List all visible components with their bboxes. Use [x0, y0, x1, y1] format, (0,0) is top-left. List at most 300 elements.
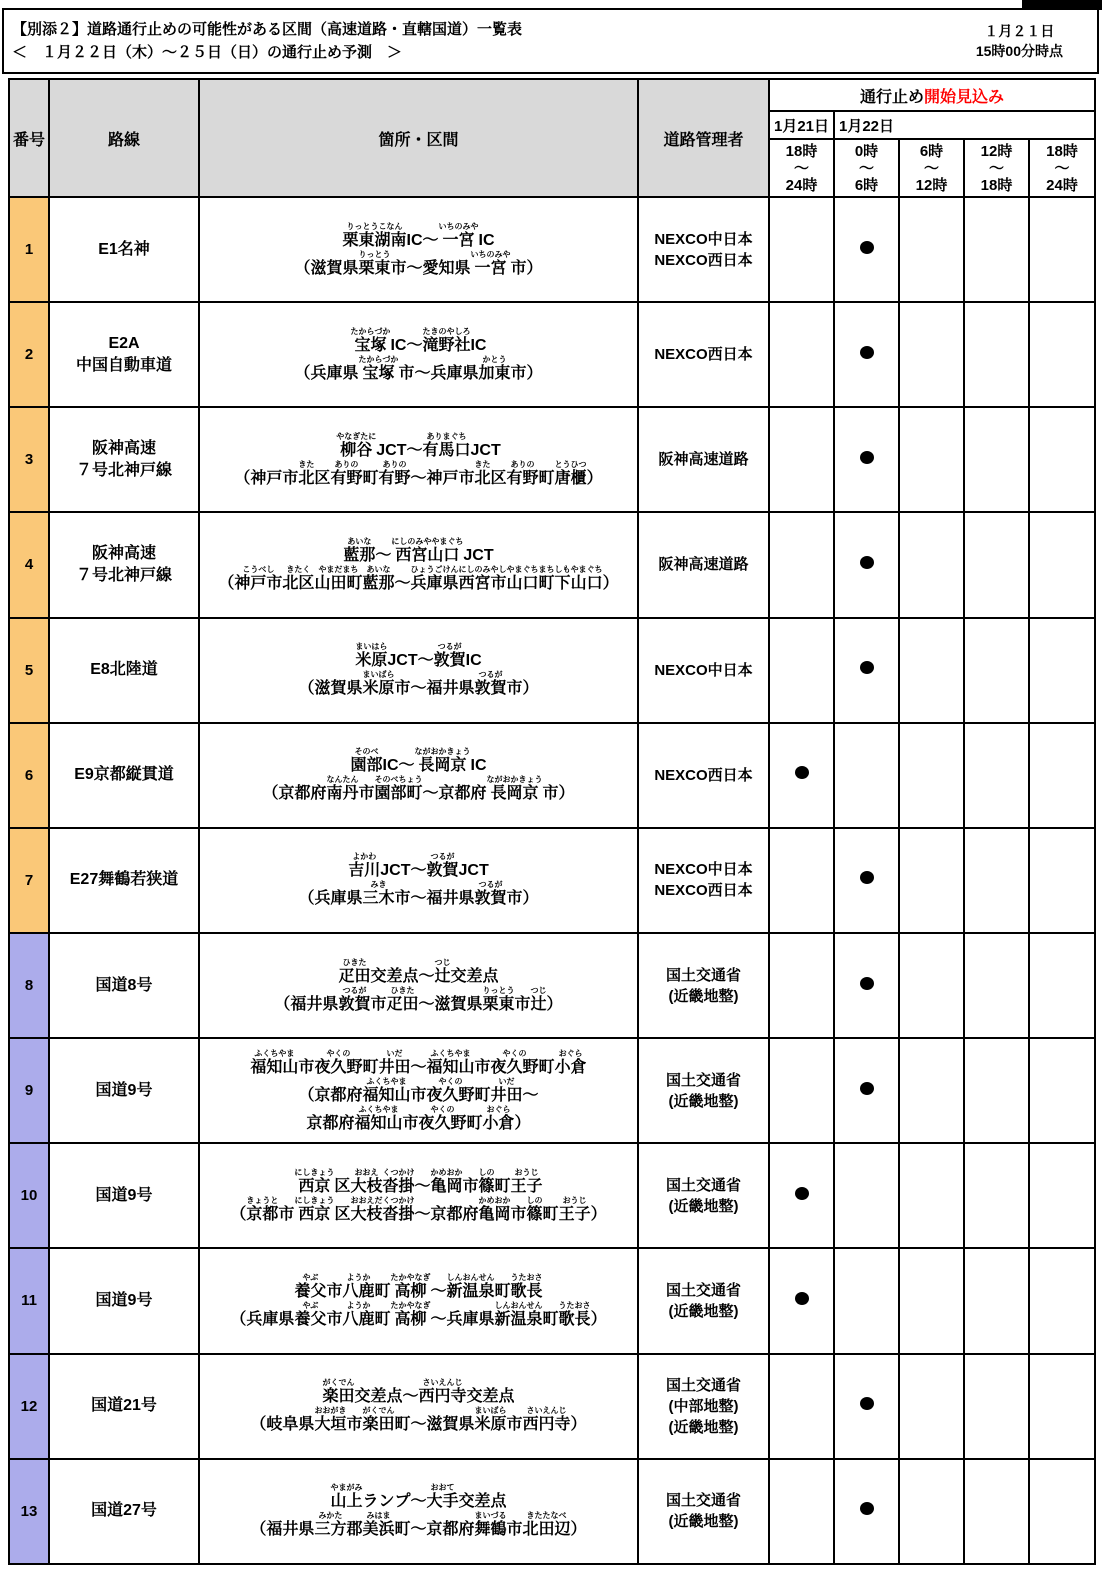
road-manager-line: NEXCO西日本 — [654, 346, 753, 364]
section-text: 市～愛知県 — [390, 259, 471, 277]
section-text: 区 — [490, 469, 507, 487]
route-name — [49, 1459, 199, 1564]
furigana — [539, 460, 555, 469]
section-segment — [410, 1077, 426, 1105]
section-text: 夜久野 — [490, 1058, 539, 1076]
section-segment — [439, 222, 479, 250]
section-segment — [539, 1049, 555, 1077]
furigana: やくの — [430, 1104, 455, 1114]
section-text: 栗東湖南 — [342, 231, 407, 249]
furigana: かめおか — [430, 1167, 463, 1177]
section-segment — [591, 1196, 607, 1224]
section-segment — [414, 1168, 430, 1196]
section-segment — [475, 1077, 491, 1105]
furigana: ひきた — [390, 985, 415, 995]
section-text: ） — [590, 1205, 607, 1223]
furigana — [262, 775, 326, 784]
section-segment — [407, 222, 439, 250]
section-text: （兵庫県 — [298, 890, 363, 908]
table-row — [9, 1038, 1095, 1143]
section-line — [200, 1273, 637, 1301]
section-segment — [282, 565, 314, 593]
section-text: 町 — [494, 1282, 511, 1300]
closure-mark-cell — [769, 828, 834, 933]
section-segment — [423, 775, 487, 803]
section-text: 町 — [538, 469, 555, 487]
section-segment — [466, 642, 482, 670]
section-text: 有野 — [378, 469, 411, 487]
closure-mark-cell — [899, 933, 964, 1038]
road-manager-line: 国土交通省 — [665, 1281, 741, 1299]
section-segment — [515, 986, 531, 1014]
furigana: りっとうこなん — [346, 221, 403, 231]
section-segment — [507, 1511, 523, 1539]
section-cell — [199, 302, 638, 407]
section-segment — [362, 1483, 426, 1511]
road-manager-line: NEXCO中日本 — [654, 661, 753, 679]
timeslot-tilde: ～ — [923, 159, 939, 177]
section-text: 町 — [374, 1310, 391, 1328]
closure-mark-cell — [769, 723, 834, 828]
section-text: 町 — [538, 574, 555, 592]
closure-mark-cell — [1029, 1459, 1095, 1564]
furigana: ふくちやま — [430, 1048, 471, 1058]
route-name-line: 阪神高速 — [91, 439, 156, 457]
closure-mark-dot — [860, 346, 874, 359]
closure-mark-cell — [899, 828, 964, 933]
section-text: 西円寺 — [418, 1388, 467, 1406]
furigana — [475, 1077, 491, 1086]
section-text: 町 — [538, 1058, 555, 1076]
furigana — [250, 1511, 314, 1520]
road-manager-line: (中部地整) — [668, 1397, 739, 1415]
route-name-line: 阪神高速 — [91, 544, 156, 562]
closure-mark-cell — [1029, 1143, 1095, 1248]
furigana: がくでん — [322, 1378, 355, 1388]
closure-mark-dot — [860, 451, 874, 464]
section-text: 市） — [510, 364, 543, 382]
table-row — [9, 933, 1095, 1038]
road-manager-line: (近畿地整) — [668, 1092, 739, 1110]
table-row — [9, 1143, 1095, 1248]
section-segment — [346, 1406, 362, 1434]
section-text: 小倉 — [554, 1058, 587, 1076]
furigana — [495, 1168, 511, 1177]
section-text: ～ — [394, 574, 411, 592]
section-text: 米原 — [362, 680, 395, 698]
road-manager-line: NEXCO西日本 — [654, 882, 753, 900]
closure-mark-dot — [860, 977, 874, 990]
furigana — [346, 1406, 362, 1415]
closure-mark-dot — [860, 556, 874, 569]
section-text: ～京都府 — [414, 1205, 479, 1223]
section-segment — [435, 958, 451, 986]
closure-mark-cell — [964, 197, 1029, 302]
section-segment — [426, 1077, 474, 1105]
furigana — [354, 1378, 418, 1387]
section-text: 敦賀 — [433, 652, 466, 670]
closure-mark-cell — [899, 618, 964, 723]
section-segment — [427, 1049, 475, 1077]
timeslot-end: 24時 — [785, 176, 818, 194]
section-text: 長岡京 — [490, 785, 539, 803]
road-manager-line: (近畿地整) — [668, 1513, 739, 1531]
furigana — [295, 355, 359, 364]
section-segment — [330, 1483, 362, 1511]
furigana — [491, 460, 507, 469]
road-manager-line: (近畿地整) — [668, 1197, 739, 1215]
furigana — [402, 1105, 418, 1114]
closure-mark-cell — [964, 1143, 1029, 1248]
section-text: （ — [230, 1205, 247, 1223]
section-segment — [370, 958, 434, 986]
section-text: ～京都府 — [422, 785, 487, 803]
section-segment — [230, 1301, 294, 1329]
section-text: 町 — [466, 1114, 483, 1132]
closure-forecast-table — [8, 78, 1096, 1565]
section-text: 大手 — [426, 1493, 459, 1511]
section-cell — [199, 1459, 638, 1564]
section-text: 市 — [370, 995, 387, 1013]
section-segment — [475, 460, 491, 488]
section-segment — [543, 775, 575, 803]
header-manager: 道路管理者 — [638, 79, 769, 197]
route-name — [49, 1038, 199, 1143]
furigana: つじ — [434, 957, 451, 967]
furigana: かとう — [482, 354, 507, 364]
furigana — [543, 1196, 559, 1205]
road-manager — [638, 512, 769, 617]
furigana — [394, 670, 474, 679]
section-text: 有野 — [506, 469, 539, 487]
section-segment — [571, 1511, 587, 1539]
furigana — [507, 1511, 523, 1520]
section-cell — [199, 933, 638, 1038]
section-text: 歌長 — [558, 1310, 591, 1328]
closure-mark-cell — [964, 723, 1029, 828]
furigana: おぐら — [558, 1048, 583, 1058]
section-segment — [298, 670, 362, 698]
header-timeslot-3 — [964, 139, 1029, 197]
closure-mark-cell — [834, 1354, 899, 1459]
furigana: おおがき — [314, 1406, 347, 1416]
furigana — [471, 747, 487, 756]
furigana: やぶ — [302, 1300, 319, 1310]
section-text: 山口 — [506, 574, 539, 592]
furigana — [495, 1273, 511, 1282]
section-text: 交差点 — [458, 1493, 507, 1511]
section-segment — [483, 1105, 515, 1133]
section-text: 篠 — [526, 1205, 543, 1223]
section-segment — [487, 775, 543, 803]
section-segment — [414, 1196, 478, 1224]
header-route: 路線 — [49, 79, 199, 197]
section-segment — [380, 852, 426, 880]
section-text: 敦賀 — [474, 890, 507, 908]
furigana — [370, 986, 386, 995]
closure-mark-cell — [1029, 302, 1095, 407]
table-body — [9, 197, 1095, 1564]
closure-mark-cell — [834, 618, 899, 723]
section-text: 米原 — [474, 1416, 507, 1434]
closure-mark-cell — [834, 828, 899, 933]
section-segment — [511, 1273, 543, 1301]
section-text: （福井県 — [250, 1521, 315, 1539]
section-segment — [463, 537, 493, 565]
closure-mark-cell — [1029, 1038, 1095, 1143]
section-segment — [386, 986, 418, 1014]
section-text: 井田 — [378, 1058, 411, 1076]
furigana — [463, 1168, 479, 1177]
furigana: ありの — [510, 459, 535, 469]
route-name — [49, 723, 199, 828]
furigana — [230, 1301, 294, 1310]
title-line-2: ＜ １月２２日（木）～２５日（日）の通行止め予測 ＞ — [12, 44, 403, 61]
section-segment — [539, 460, 555, 488]
section-text: 市 — [358, 785, 375, 803]
section-segment — [358, 775, 374, 803]
section-segment — [419, 1378, 467, 1406]
section-text: （福井県 — [274, 995, 339, 1013]
road-manager-line: 阪神高速道路 — [658, 451, 749, 469]
furigana: やくの — [502, 1048, 527, 1058]
section-segment — [475, 880, 507, 908]
document-title — [4, 18, 522, 64]
furigana — [471, 432, 501, 441]
section-line — [200, 1511, 637, 1539]
timeslot-end: 24時 — [1046, 176, 1078, 194]
section-segment — [507, 1406, 523, 1434]
furigana — [539, 1049, 555, 1058]
closure-mark-cell — [964, 933, 1029, 1038]
furigana — [394, 1406, 474, 1415]
section-text: 町 — [542, 1205, 559, 1223]
closure-mark-cell — [1029, 1354, 1095, 1459]
section-segment — [342, 1301, 374, 1329]
section-text: 福知山 — [354, 1114, 403, 1132]
section-text: IC～ — [382, 757, 415, 775]
section-line — [200, 670, 637, 698]
section-text: 区 — [334, 1177, 351, 1195]
furigana — [466, 642, 482, 651]
section-segment — [298, 460, 314, 488]
route-name — [49, 1248, 199, 1353]
section-segment — [491, 1077, 523, 1105]
furigana: そのべちょう — [374, 775, 423, 785]
row-number: 5 — [9, 618, 49, 723]
section-segment — [507, 565, 539, 593]
section-segment — [394, 1406, 474, 1434]
section-text: ～滋賀県 — [418, 995, 483, 1013]
section-segment — [495, 1168, 511, 1196]
furigana — [431, 1273, 447, 1282]
closure-mark-cell — [964, 407, 1029, 512]
furigana: りっとう — [358, 249, 391, 259]
section-text: 市） — [506, 890, 539, 908]
section-text: 楽田 — [322, 1388, 355, 1406]
furigana: にしきょう — [294, 1167, 335, 1177]
section-text: 宝塚 — [362, 364, 395, 382]
section-segment — [471, 250, 511, 278]
section-text: ） — [586, 469, 603, 487]
section-segment — [250, 1406, 314, 1434]
route-name-line: E2A — [108, 334, 140, 352]
road-manager — [638, 1143, 769, 1248]
furigana — [362, 1049, 378, 1058]
section-text: 市 — [474, 1058, 491, 1076]
section-segment — [342, 222, 406, 250]
closure-mark-cell — [1029, 512, 1095, 617]
closure-label-black: 通行止め — [859, 88, 924, 106]
section-cell — [199, 1354, 638, 1459]
section-segment — [314, 1049, 362, 1077]
section-line — [200, 1049, 637, 1077]
section-segment — [475, 1511, 507, 1539]
section-text: 楽田 — [362, 1416, 395, 1434]
section-segment — [391, 250, 471, 278]
furigana — [459, 852, 489, 861]
row-number: 9 — [9, 1038, 49, 1143]
furigana — [479, 222, 495, 231]
section-text: ～ — [430, 1282, 447, 1300]
section-line — [200, 747, 637, 775]
section-segment — [378, 460, 410, 488]
section-text: 福知山 — [362, 1086, 411, 1104]
section-text: ） — [514, 1114, 531, 1132]
section-line — [200, 355, 637, 383]
section-segment — [246, 1196, 278, 1224]
furigana — [387, 642, 433, 651]
section-line — [200, 775, 637, 803]
section-text: 王子 — [558, 1205, 591, 1223]
section-line — [200, 432, 637, 460]
section-text: 大枝 — [350, 1205, 383, 1223]
section-segment — [478, 355, 510, 383]
section-text: 加東 — [478, 364, 511, 382]
header-timeslot-0 — [769, 139, 834, 197]
section-segment — [491, 460, 507, 488]
section-text: ～ — [522, 1086, 539, 1104]
section-text: （滋賀県 — [298, 680, 363, 698]
furigana: おおえだ — [350, 1195, 383, 1205]
section-segment — [391, 537, 463, 565]
header-section: 箇所・区間 — [199, 79, 638, 197]
timeslot-end: 6時 — [854, 176, 879, 194]
route-name — [49, 1143, 199, 1248]
timeslot-end: 18時 — [980, 176, 1013, 194]
section-segment — [376, 432, 422, 460]
section-segment — [559, 1301, 591, 1329]
section-text: 夜久野 — [314, 1058, 363, 1076]
section-text: 米原 — [355, 652, 388, 670]
route-name-line: 国道9号 — [95, 1291, 153, 1309]
section-segment — [383, 747, 415, 775]
header-date-jan21: 1月21日 — [769, 111, 834, 139]
closure-mark-cell — [769, 933, 834, 1038]
section-segment — [543, 1196, 559, 1224]
section-segment — [531, 986, 547, 1014]
section-text: JCT～ — [387, 652, 434, 670]
section-text: 南丹 — [326, 785, 359, 803]
section-segment — [336, 432, 376, 460]
section-text: IC — [465, 652, 482, 670]
furigana: りっとう — [482, 985, 515, 995]
route-name — [49, 302, 199, 407]
furigana — [431, 1301, 495, 1310]
section-segment — [294, 1301, 326, 1329]
route-name — [49, 407, 199, 512]
section-segment — [354, 1378, 418, 1406]
furigana: つるが — [342, 985, 367, 995]
closure-mark-cell — [899, 1143, 964, 1248]
road-manager-line: (近畿地整) — [668, 1418, 739, 1436]
section-text: 郡 — [346, 1521, 363, 1539]
closure-mark-dot — [795, 1187, 809, 1200]
furigana — [334, 1168, 350, 1177]
closure-mark-cell — [834, 933, 899, 1038]
road-manager-line: 国土交通省 — [665, 966, 741, 984]
furigana — [543, 1301, 559, 1310]
closure-mark-dot — [860, 1082, 874, 1095]
route-name-line: 国道9号 — [95, 1186, 153, 1204]
furigana: いちのみや — [470, 249, 511, 259]
section-text: 有野 — [330, 469, 363, 487]
furigana — [467, 1105, 483, 1114]
section-text: 八鹿 — [342, 1282, 375, 1300]
section-segment — [495, 1273, 511, 1301]
furigana: きたたなべ — [526, 1511, 567, 1521]
road-manager — [638, 1459, 769, 1564]
closure-mark-dot — [860, 241, 874, 254]
furigana — [274, 986, 338, 995]
timeslot-start: 0時 — [854, 142, 879, 160]
section-segment — [475, 670, 507, 698]
section-segment — [351, 327, 391, 355]
section-line — [200, 852, 637, 880]
section-text: 三木 — [362, 890, 395, 908]
section-cell — [199, 723, 638, 828]
closure-mark-cell — [834, 302, 899, 407]
furigana — [451, 958, 499, 967]
section-text: ～兵庫県 — [430, 1310, 495, 1328]
closure-mark-dot — [860, 871, 874, 884]
timeslot-start: 18時 — [1046, 142, 1078, 160]
furigana: みかた — [318, 1511, 343, 1521]
section-text: 北 — [298, 469, 315, 487]
furigana — [358, 775, 374, 784]
row-number: 8 — [9, 933, 49, 1038]
furigana: おうじ — [514, 1167, 539, 1177]
furigana — [391, 250, 471, 259]
section-segment — [471, 432, 501, 460]
furigana — [603, 565, 619, 574]
furigana: つるが — [437, 642, 462, 652]
closure-label-red: 開始見込み — [924, 88, 1005, 106]
section-text: ） — [602, 574, 619, 592]
section-segment — [362, 1511, 394, 1539]
closure-mark-cell — [769, 1143, 834, 1248]
closure-mark-cell — [834, 512, 899, 617]
section-text: 柳谷 — [340, 441, 373, 459]
section-text: 篠 — [478, 1177, 495, 1195]
section-segment — [234, 460, 298, 488]
row-number: 2 — [9, 302, 49, 407]
section-text: IC — [470, 336, 487, 354]
section-text: 西宮山口 — [395, 546, 460, 564]
section-cell — [199, 1038, 638, 1143]
section-segment — [294, 1273, 326, 1301]
furigana: よかわ — [352, 852, 377, 862]
